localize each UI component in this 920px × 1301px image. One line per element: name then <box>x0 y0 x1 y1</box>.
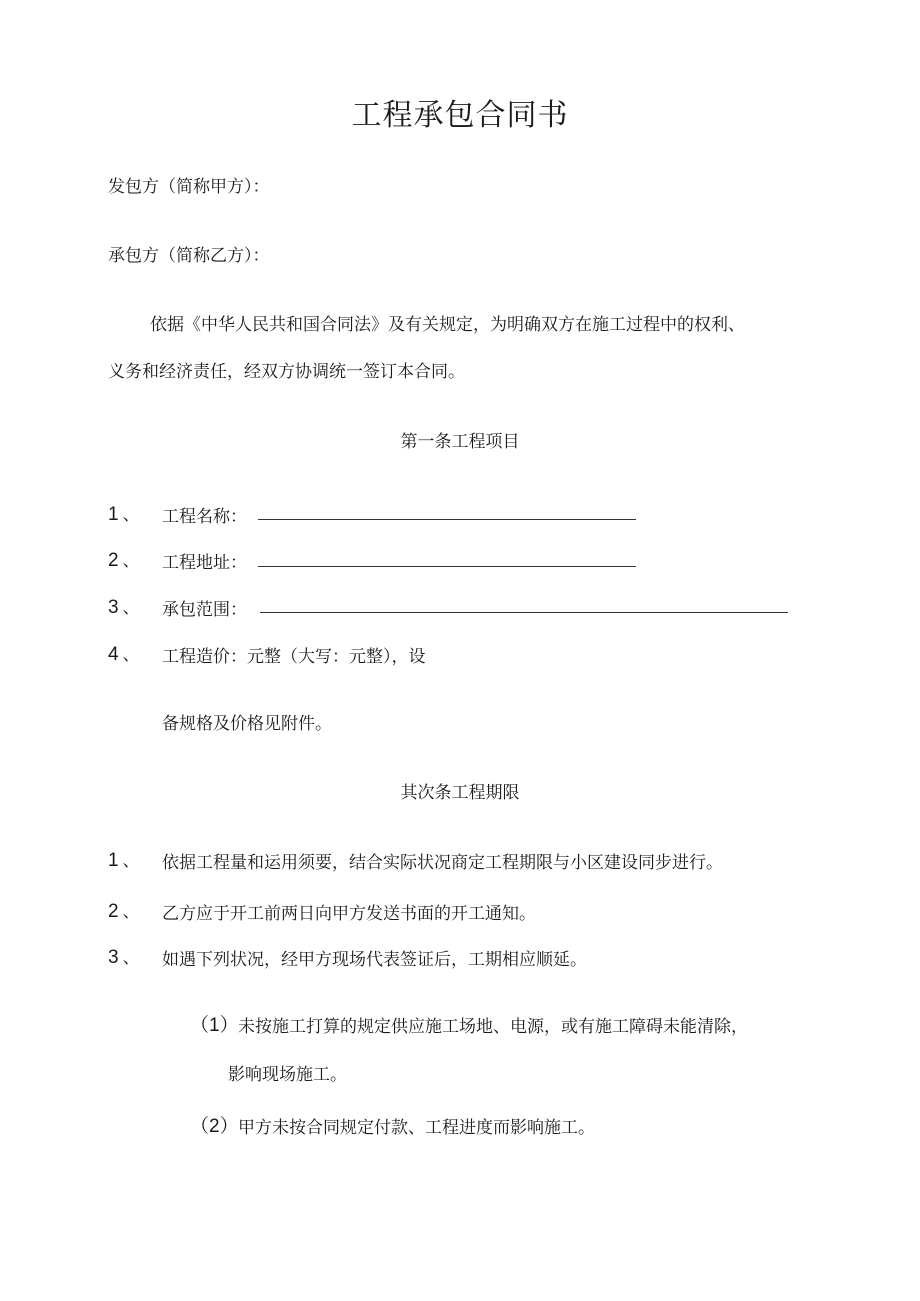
article-2-heading: 其次条工程期限 <box>400 783 520 803</box>
party-b-label: 承包方（简称乙方）： <box>108 246 270 266</box>
project-address-blank <box>258 566 636 567</box>
article-2-item-1-text: 依据工程量和运用须要，结合实际状况商定工程期限与小区建设同步进行。 <box>162 853 723 873</box>
project-name-blank <box>258 519 636 520</box>
article-1-item-4-number: 4 、 <box>108 644 140 665</box>
party-a-label: 发包方（简称甲方）： <box>108 177 270 197</box>
article-1-item-4-label: 工程造价：元整（大写：元整），设 <box>162 647 426 667</box>
article-2-item-2-text: 乙方应于开工前两日向甲方发送书面的开工通知。 <box>162 904 536 924</box>
contract-scope-blank <box>260 612 788 613</box>
subitem-2-text: 甲方未按合同规定付款、工程进度而影响施工。 <box>238 1118 595 1138</box>
article-1-heading: 第一条工程项目 <box>400 432 520 452</box>
article-1-item-1-number: 1 、 <box>108 504 140 525</box>
intro-line-1: 依据《中华人民共和国合同法》及有关规定，为明确双方在施工过程中的权利、 <box>150 315 745 335</box>
document-title: 工程承包合同书 <box>351 98 569 133</box>
article-1-item-3-number: 3 、 <box>108 597 140 618</box>
article-2-item-2-number: 2 、 <box>108 901 140 922</box>
article-2-item-3-number: 3 、 <box>108 947 140 968</box>
subitem-2-number: （2） <box>190 1116 239 1137</box>
article-1-item-2-number: 2 、 <box>108 550 140 571</box>
article-1-item-2-label: 工程地址： <box>162 553 247 573</box>
article-2-item-3-text: 如遇下列状况，经甲方现场代表签证后，工期相应顺延。 <box>162 950 587 970</box>
article-1-item-3-label: 承包范围： <box>162 600 247 620</box>
article-1-item-1-label: 工程名称： <box>162 507 247 527</box>
intro-line-2: 义务和经济责任，经双方协调统一签订本合同。 <box>108 362 465 382</box>
article-2-item-1-number: 1 、 <box>108 850 140 871</box>
subitem-1-number: （1） <box>190 1015 239 1036</box>
subitem-1-continued: 影响现场施工。 <box>228 1065 347 1085</box>
subitem-1-text: 未按施工打算的规定供应施工场地、电源，或有施工障碍未能清除， <box>238 1017 748 1037</box>
article-1-item-4-continued: 备规格及价格见附件。 <box>162 714 332 734</box>
